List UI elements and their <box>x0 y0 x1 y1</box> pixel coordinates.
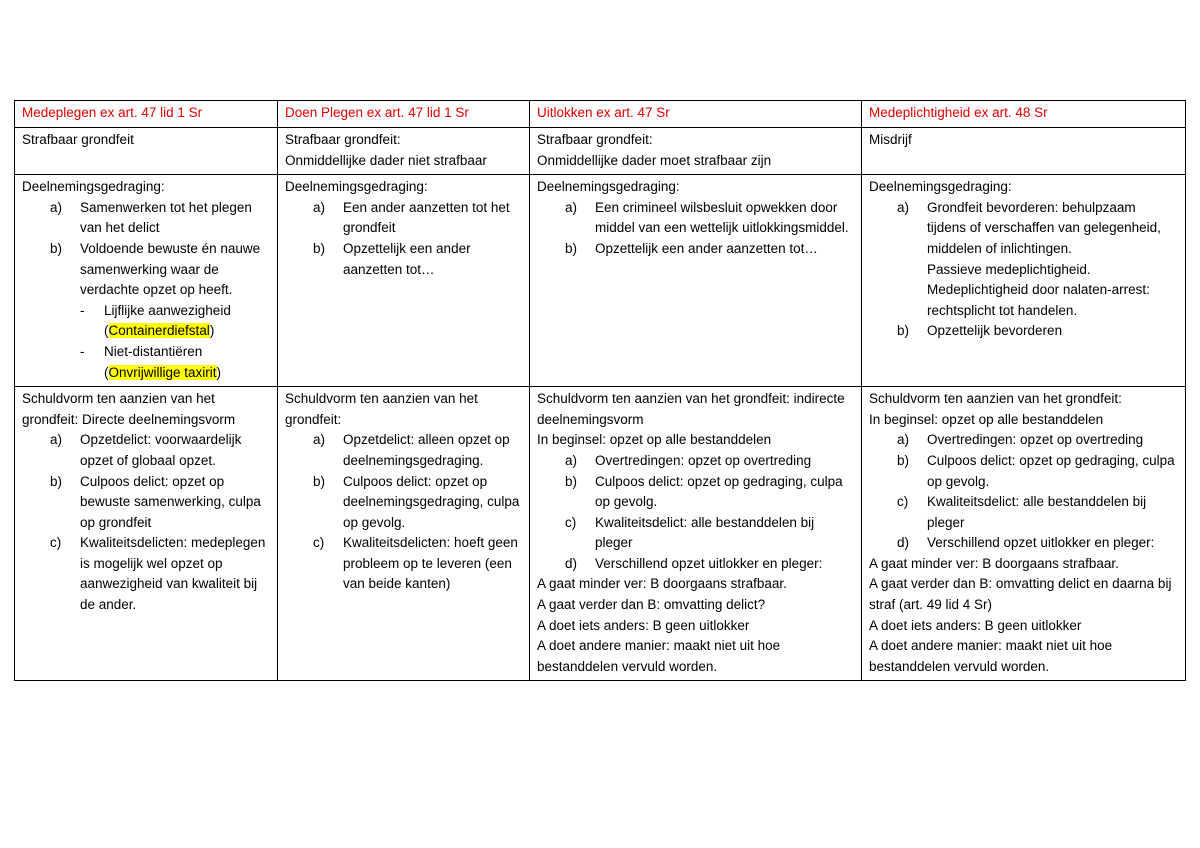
grondfeit-cell-medeplichtigheid <box>862 128 1186 175</box>
list-marker: b) <box>313 240 326 256</box>
grondfeit-cell-medeplegen <box>15 128 278 175</box>
gedraging-list <box>285 198 522 280</box>
list-item-text: Kwaliteitsdelict: alle bestanddelen bij pleger <box>595 514 815 551</box>
list-item <box>22 472 270 534</box>
list-marker: a) <box>313 199 326 215</box>
list-item <box>22 239 270 301</box>
gedraging-title: Deelnemingsgedraging: <box>22 179 165 195</box>
grondfeit-line: Misdrijf <box>869 132 912 147</box>
gedraging-title: Deelnemingsgedraging: <box>869 179 1012 195</box>
list-item-text: Opzetdelict: voorwaardelijk opzet of globaal opzet. <box>80 432 242 468</box>
deelneming-comparison-table <box>14 100 1186 681</box>
gedraging-cell-doen-plegen <box>278 175 530 387</box>
gedraging-sublist <box>22 301 270 383</box>
highlighted-case: Onvrijwillige taxirit <box>108 364 217 380</box>
list-item-text: Opzettelijk bevorderen <box>927 323 1063 339</box>
list-marker: a) <box>50 432 63 448</box>
sublist-item: - Niet-distantiëren (Onvrijwillige taxirit) <box>80 343 222 380</box>
list-item <box>22 533 270 615</box>
list-item <box>285 472 522 534</box>
list-marker: c) <box>50 535 62 551</box>
schuldvorm-list <box>869 430 1178 554</box>
schuldvorm-list <box>285 430 522 595</box>
list-item <box>22 198 270 239</box>
schuldvorm-list <box>22 430 270 615</box>
list-item <box>869 533 1178 554</box>
schuldvorm-title: Schuldvorm ten aanzien van het grondfeit: Directe deelnemingsvorm <box>22 391 236 427</box>
list-marker: a) <box>897 199 910 215</box>
list-item-text: Kwaliteitsdelict: alle bestanddelen bij pleger <box>927 494 1147 530</box>
list-item-text: Culpoos delict: opzet op gedraging, culpa op gevolg. <box>927 452 1175 489</box>
sublist-item: - Lijflijke aanwezigheid (Containerdiefstal) <box>80 302 231 339</box>
schuldvorm-row <box>15 387 1186 681</box>
list-item-text: Overtredingen: opzet op overtreding <box>595 452 812 468</box>
schuldvorm-intro: In beginsel: opzet op alle bestanddelen <box>537 432 772 448</box>
scenario-line: A doet andere manier: maakt niet uit hoe bestanddelen vervuld worden. <box>869 638 1113 674</box>
grondfeit-cell-doen-plegen <box>278 128 530 175</box>
scenario-line: A gaat verder dan B: omvatting delict? <box>537 597 766 613</box>
scenario-line: A gaat minder ver: B doorgaans strafbaar. <box>869 555 1119 571</box>
dash-marker: - <box>80 343 85 359</box>
header-uitlokken: Uitlokken ex art. 47 Sr <box>530 101 862 128</box>
list-marker: b) <box>565 473 578 489</box>
list-item <box>869 430 1178 451</box>
list-item-text: Voldoende bewuste én nauwe samenwerking waar de verdachte opzet op heeft. <box>80 240 261 298</box>
grondfeit-line: Strafbaar grondfeit: <box>537 132 653 147</box>
list-item <box>285 198 522 239</box>
header-row <box>15 101 1186 128</box>
list-item <box>869 198 1178 322</box>
list-item <box>869 492 1178 533</box>
list-item-text: Culpoos delict: opzet op gedraging, culpa op gevolg. <box>595 473 843 510</box>
scenario-line: A gaat verder dan B: omvatting delict en daarna bij straf (art. 49 lid 4 Sr) <box>869 576 1172 613</box>
list-item <box>869 321 1178 342</box>
list-item <box>537 513 854 554</box>
gedraging-cell-medeplegen <box>15 175 278 387</box>
list-item <box>537 239 854 260</box>
grondfeit-row <box>15 128 1186 175</box>
schuldvorm-intro: In beginsel: opzet op alle bestanddelen <box>869 411 1104 427</box>
list-item-text: Overtredingen: opzet op overtreding <box>927 432 1144 448</box>
header-medeplegen: Medeplegen ex art. 47 lid 1 Sr <box>15 101 278 128</box>
gedraging-cell-medeplichtigheid <box>862 175 1186 387</box>
list-marker: b) <box>50 473 63 489</box>
dash-marker: - <box>80 302 85 318</box>
list-marker: a) <box>313 432 326 448</box>
list-item-text: Een ander aanzetten tot het grondfeit <box>343 199 510 236</box>
header-medeplichtigheid: Medeplichtigheid ex art. 48 Sr <box>862 101 1186 128</box>
list-item-text: Opzettelijk een ander aanzetten tot… <box>343 240 471 277</box>
list-item-text: Opzettelijk een ander aanzetten tot… <box>595 240 818 256</box>
gedraging-title: Deelnemingsgedraging: <box>537 179 680 195</box>
gedraging-title: Deelnemingsgedraging: <box>285 179 428 195</box>
schuldvorm-list <box>537 451 854 575</box>
list-marker: b) <box>313 473 326 489</box>
schuldvorm-title: Schuldvorm ten aanzien van het grondfeit: <box>869 391 1122 407</box>
list-marker: d) <box>565 555 578 571</box>
gedraging-list <box>869 198 1178 342</box>
schuldvorm-cell-doen-plegen <box>278 387 530 681</box>
list-item-text: Een crimineel wilsbesluit opwekken door middel van een wettelijk uitlokkingsmiddel. <box>595 199 849 236</box>
list-item <box>22 430 270 471</box>
list-item-text: Verschillend opzet uitlokker en pleger: <box>595 555 823 571</box>
scenario-line: A doet iets anders: B geen uitlokker <box>537 617 750 633</box>
schuldvorm-title: Schuldvorm ten aanzien van het grondfeit: indirecte deelnemingsvorm <box>537 391 845 427</box>
list-marker: b) <box>897 323 910 339</box>
list-marker: c) <box>313 535 325 551</box>
schuldvorm-title: Schuldvorm ten aanzien van het grondfeit: <box>285 391 478 427</box>
list-marker: b) <box>565 240 578 256</box>
list-item-text: Grondfeit bevorderen: behulpzaam tijdens of verschaffen van gelegenheid, middelen of inlichtingen. <box>927 199 1161 256</box>
gedraging-list <box>22 198 270 301</box>
grondfeit-line: Onmiddellijke dader niet strafbaar <box>285 152 487 168</box>
list-marker: b) <box>897 452 910 468</box>
gedraging-list <box>537 198 854 260</box>
grondfeit-line: Strafbaar grondfeit <box>22 132 134 147</box>
grondfeit-line: Onmiddellijke dader moet strafbaar zijn <box>537 152 772 168</box>
scenario-line: A doet iets anders: B geen uitlokker <box>869 617 1082 633</box>
list-marker: d) <box>897 535 910 551</box>
list-marker: a) <box>565 452 578 468</box>
list-item-extra: Medeplichtigheid door nalaten-arrest: rechtsplicht tot handelen. <box>927 282 1150 318</box>
list-item <box>285 533 522 595</box>
scenario-line: A doet andere manier: maakt niet uit hoe bestanddelen vervuld worden. <box>537 638 781 674</box>
list-item <box>537 451 854 472</box>
list-item <box>537 472 854 513</box>
list-marker: a) <box>50 199 63 215</box>
gedraging-cell-uitlokken <box>530 175 862 387</box>
schuldvorm-cell-uitlokken <box>530 387 862 681</box>
list-marker: b) <box>50 240 63 256</box>
list-item-text: Kwaliteitsdelicten: hoeft geen probleem op te leveren (een van beide kanten) <box>343 535 518 592</box>
list-item-text: Kwaliteitsdelicten: medeplegen is mogelijk wel opzet op aanwezigheid van kwaliteit bij de ander. <box>80 535 266 613</box>
list-item <box>285 239 522 280</box>
list-item-text: Opzetdelict: alleen opzet op deelnemingsgedraging. <box>343 432 510 468</box>
schuldvorm-cell-medeplichtigheid <box>862 387 1186 681</box>
grondfeit-line: Strafbaar grondfeit: <box>285 132 401 147</box>
header-doen-plegen: Doen Plegen ex art. 47 lid 1 Sr <box>278 101 530 128</box>
list-item-text: Culpoos delict: opzet op bewuste samenwerking, culpa op grondfeit <box>80 473 261 530</box>
highlighted-case: Containerdiefstal <box>108 323 210 339</box>
list-item <box>537 198 854 239</box>
scenario-line: A gaat minder ver: B doorgaans strafbaar. <box>537 576 787 592</box>
list-item-text: Samenwerken tot het plegen van het delict <box>80 199 252 236</box>
list-item-text: Culpoos delict: opzet op deelnemingsgedraging, culpa op gevolg. <box>343 473 520 530</box>
sublist-item-text: Niet-distantiëren <box>104 343 203 359</box>
list-marker: a) <box>565 199 578 215</box>
list-item <box>537 554 854 575</box>
list-marker: c) <box>897 494 909 510</box>
gedraging-row <box>15 175 1186 387</box>
list-marker: c) <box>565 514 577 530</box>
sublist-item-text: Lijflijke aanwezigheid <box>104 302 231 318</box>
list-item <box>285 430 522 471</box>
list-item <box>869 451 1178 492</box>
list-marker: a) <box>897 432 910 448</box>
list-item-extra: Passieve medeplichtigheid. <box>927 261 1091 277</box>
list-item-text: Verschillend opzet uitlokker en pleger: <box>927 535 1155 551</box>
grondfeit-cell-uitlokken <box>530 128 862 175</box>
schuldvorm-cell-medeplegen <box>15 387 278 681</box>
